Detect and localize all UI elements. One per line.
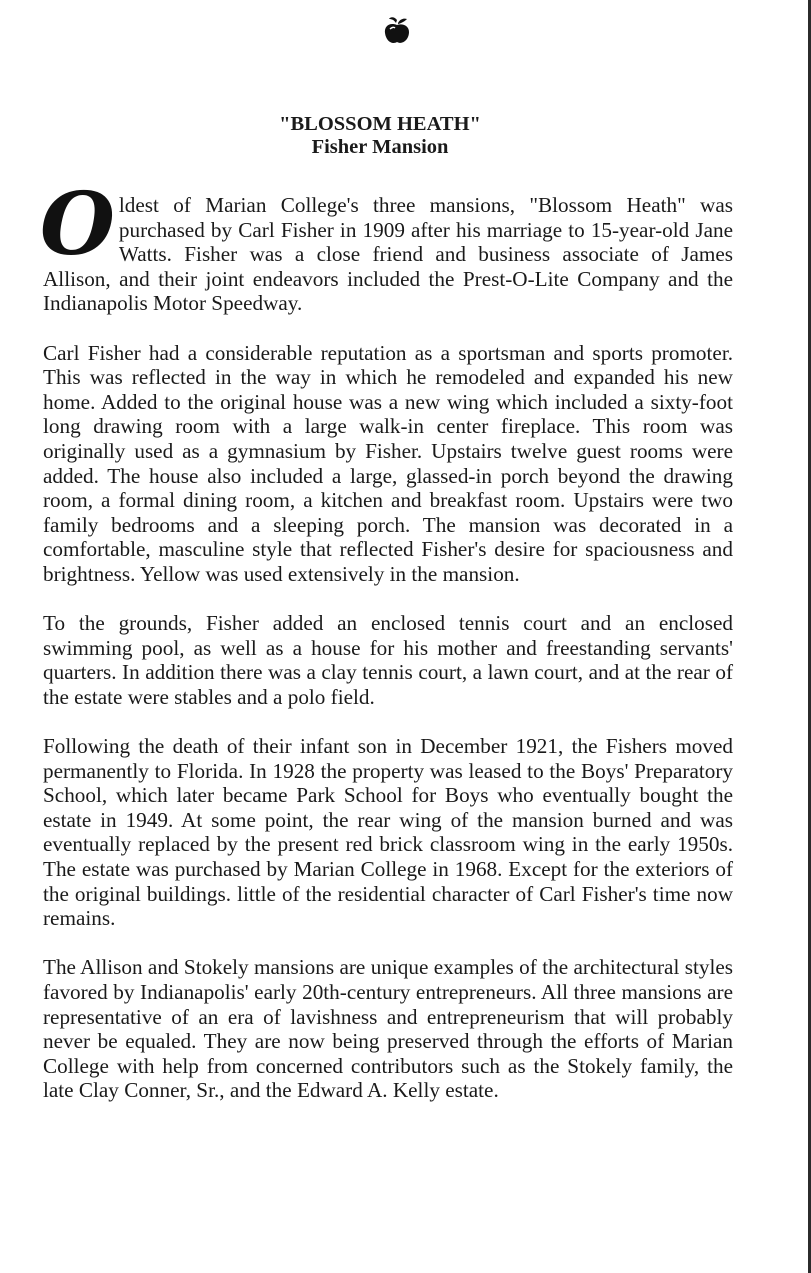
paragraph-2: Carl Fisher had a considerable reputation as a sportsman and sports promoter. This was reflected in the way in which he remodeled and expanded his new home. Added to the original house was a new wing which included a sixty-foot long drawing room with a large walk-in center fireplace. This room was originally used as a gymnasium by Fisher. Upstairs twelve guest rooms were added. The house also included a large, glassed-in porch beyond the drawing room, a formal dining room, a kitchen and breakfast room. Upstairs were two family bedrooms and a sleeping porch. The mansion was decorated in a comfortable, masculine style that reflected Fisher's desire for spaciousness and brightness. Yellow was used extensively in the mansion. xyxy=(43,340,733,586)
article-body xyxy=(40,174,733,1128)
heading-block xyxy=(0,113,760,159)
page-title: "BLOSSOM HEATH" xyxy=(279,113,481,135)
apple-ornament-icon xyxy=(380,16,414,46)
paragraph-4: Following the death of their infant son in December 1921, the Fishers moved permanently to Florida. In 1928 the property was leased to the Boys' Preparatory School, which later became Park School for Boys who eventually bought the estate in 1949. At some point, the rear wing of the mansion burned and was eventually replaced by the present red brick classroom wing in the early 1950s. The estate was purchased by Marian College in 1968. Except for the exteriors of the original buildings. little of the residential character of Carl Fisher's time now remains. xyxy=(43,734,733,931)
paragraph-1 xyxy=(40,174,733,316)
paragraph-3: To the grounds, Fisher added an enclosed tennis court and an enclosed swimming pool, as well as a house for his mother and freestanding servants' quarters. In addition there was a clay tennis court, a lawn court, and at the rear of the estate were stables and a polo field. xyxy=(43,611,733,709)
paragraph-5: The Allison and Stokely mansions are unique examples of the architectural styles favored by Indianapolis' early 20th-century entrepreneurs. All three mansions are representative of an era of lavishness and entrepreneurism that will probably never be equaled. They are now being preserved through the efforts of Marian College with help from concerned contributors such as the Stokely family, the late Clay Conner, Sr., and the Edward A. Kelly estate. xyxy=(43,955,733,1103)
page-subtitle: Fisher Mansion xyxy=(311,136,449,158)
drop-cap: O xyxy=(40,174,115,275)
paragraph-1-text: ldest of Marian College's three mansions, "Blossom Heath" was purchased by Carl Fisher in 1909 after his marriage to 15-year-old Jane Watts. Fisher was a close friend and business associate of James Allison, and their joint endeavors included the Prest-O-Lite Company and the Indianapolis Motor Speedway. xyxy=(43,193,733,316)
